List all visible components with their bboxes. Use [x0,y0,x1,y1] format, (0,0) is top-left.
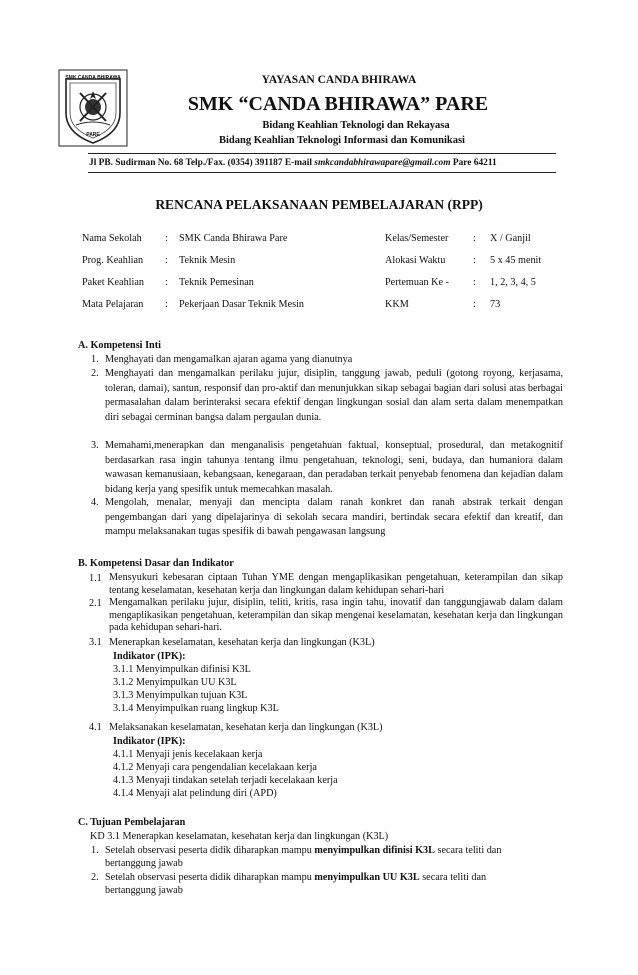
tujuan-text-bold: menyimpulkan difinisi K3L [314,845,435,856]
info-value: Pekerjaan Dasar Teknik Mesin [179,299,304,310]
info-value: Teknik Mesin [179,255,236,266]
ipk-item: 3.1.4 Menyimpulkan ruang lingkup K3L [113,703,279,714]
foundation-name: YAYASAN CANDA BHIRAWA [261,74,417,86]
school-email: smkcandabhirawapare@gmail.com [314,158,451,168]
tujuan-kd-line: KD 3.1 Menerapkan keselamatan, kesehatan kerja dan lingkungan (K3L) [90,831,389,842]
ki-text: Menghayati dan mengamalkan ajaran agama yang dianutnya [105,354,353,365]
info-label: Mata Pelajaran [82,299,144,310]
tujuan-number: 1. [91,845,99,856]
ipk-item: 4.1.1 Menyaji jenis kecelakaan kerja [113,749,263,760]
info-value: X / Ganjil [490,233,531,244]
info-value: Teknik Pemesinan [179,277,254,288]
kd-text: Mengamalkan perilaku jujur, disiplin, teliti, kritis, rasa ingin tahu, inovatif dan tanggungjawab dalam dalam mengaplikasikan pengetahuan, keterampilan dan sikap mengenai keselamatan, kesehatan kerja dan lingkungan pada kehidupan sehari-hari. [109,597,563,634]
kd-number: 4.1 [89,722,102,733]
tujuan-text-line2: bertanggung jawab [105,858,183,869]
ipk-item: 4.1.3 Menyaji tindakan setelah terjadi kecelakaan kerja [113,775,338,786]
ki-number: 3. [91,440,99,451]
info-label: KKM [385,299,409,310]
kd-number: 1.1 [89,573,102,584]
info-row [82,276,570,298]
section-a-heading: A. Kompetensi Inti [78,340,161,351]
info-colon: : [473,255,476,266]
info-label: Paket Keahlian [82,277,144,288]
info-table [82,232,570,320]
section-b-heading: B. Kompetensi Dasar dan Indikator [78,558,234,569]
header-rule-bottom [88,172,556,173]
kd-text: Mensyukuri kebesaran ciptaan Tuhan YME dengan mengaplikasikan pengetahuan, keterampilan dan sikap tentang keselamatan, kesehatan kerja dan lingkungan dalam kehidupan sehari-hari [109,572,563,596]
ipk-item: 3.1.1 Menyimpulkan difinisi K3L [113,664,251,675]
ipk-item: 4.1.4 Menyaji alat pelindung diri (APD) [113,788,277,799]
ipk-item: 4.1.2 Menyaji cara pengendalian kecelakaan kerja [113,762,317,773]
info-value: 5 x 45 menit [490,255,542,266]
info-colon: : [473,299,476,310]
info-colon: : [473,233,476,244]
tujuan-text [105,844,501,857]
kd-number: 3.1 [89,637,102,648]
ki-text: Menghayati dan mengamalkan perilaku jujur, disiplin, tanggung jawab, peduli (gotong royong, kerjasama, toleran, damai), santun, responsif dan pro-aktif dan menunjukkan sikap sebagai bagian dari solusi atas berbagai permasalahan dalam berinteraksi secara efektif dengan lingkungan sosial dan alam serta dalam menempatkan diri sebagai cerminan bangsa dalam pergaulan dunia. [105,368,563,423]
ki-text: Mengolah, menalar, menyaji dan mencipta dalam ranah konkret dan ranah abstrak terkait dengan pengembangan dari yang dipelajarinya di sekolah secara mandiri, bertindak secara efektif dan kreatif, dan mampu melaksanakan tugas spesifik di bawah pengawasan langsung [105,497,563,538]
ipk-label: Indikator (IPK): [113,736,186,747]
tujuan-text-post: secara teliti dan [419,872,487,883]
tujuan-text-post: secara teliti dan [434,845,502,856]
info-row [82,254,570,276]
info-row [82,298,570,320]
info-value: 1, 2, 3, 4, 5 [490,277,536,288]
kd-text: Melaksanakan keselamatan, kesehatan kerja dan lingkungan (K3L) [109,722,383,733]
document-title: RENCANA PELAKSANAAN PEMBELAJARAN (RPP) [155,197,483,212]
ipk-item: 3.1.2 Menyimpulkan UU K3L [113,677,237,688]
address-text: Jl PB. Sudirman No. 68 Telp./Fax. (0354) 391187 E-mail [89,158,312,168]
logo-text-top: SMK CANDA BHIRAWA [65,75,121,81]
ki-number: 1. [91,354,99,365]
tujuan-text-pre: Setelah observasi peserta didik diharapkan mampu [105,845,315,856]
tujuan-text-pre: Setelah observasi peserta didik diharapkan mampu [105,872,315,883]
info-colon: : [473,277,476,288]
info-label: Kelas/Semester [385,233,449,244]
kd-number: 2.1 [89,598,102,609]
ipk-item: 3.1.3 Menyimpulkan tujuan K3L [113,690,248,701]
info-row [82,232,570,254]
tujuan-text [105,871,486,884]
kd-text: Menerapkan keselamatan, kesehatan kerja dan lingkungan (K3L) [109,637,375,648]
logo-text-bottom: PARE [86,132,100,138]
header-rule-top [88,153,556,154]
ki-number: 2. [91,368,99,379]
info-colon: : [165,299,168,310]
info-value: SMK Canda Bhirawa Pare [179,233,288,244]
info-label: Prog. Keahlian [82,255,144,266]
school-name: SMK “CANDA BHIRAWA” PARE [187,93,489,115]
section-c-heading: C. Tujuan Pembelajaran [78,817,186,828]
tujuan-number: 2. [91,872,99,883]
info-label: Alokasi Waktu [385,255,446,266]
ki-text: Memahami,menerapkan dan menganalisis pengetahuan faktual, konseptual, prosedural, dan metakognitif berdasarkan rasa ingin tahunya tentang ilmu pengetahuan, teknologi, seni, budaya, dan humaniora dalam wawasan kemanusiaan, kebangsaan, kenegaraan, dan peradaban terkait penyebab fenomena dan kejadian dalam bidang kerja yang spesifik untuk memecahkan masalah. [105,440,563,495]
tujuan-text-line2: bertanggung jawab [105,885,183,896]
expertise-field-2: Bidang Keahlian Teknologi Informasi dan Komunikasi [219,135,465,146]
info-label: Nama Sekolah [82,233,142,244]
info-colon: : [165,255,168,266]
info-colon: : [165,233,168,244]
ki-number: 4. [91,497,99,508]
address-city: Pare 64211 [452,158,497,168]
tujuan-text-bold: menyimpulkan UU K3L [314,872,420,883]
expertise-field-1: Bidang Keahlian Teknologi dan Rekayasa [262,120,450,131]
info-label: Pertemuan Ke - [385,277,449,288]
info-colon: : [165,277,168,288]
ipk-label: Indikator (IPK): [113,651,186,662]
info-value: 73 [490,299,501,310]
school-address [89,157,497,170]
